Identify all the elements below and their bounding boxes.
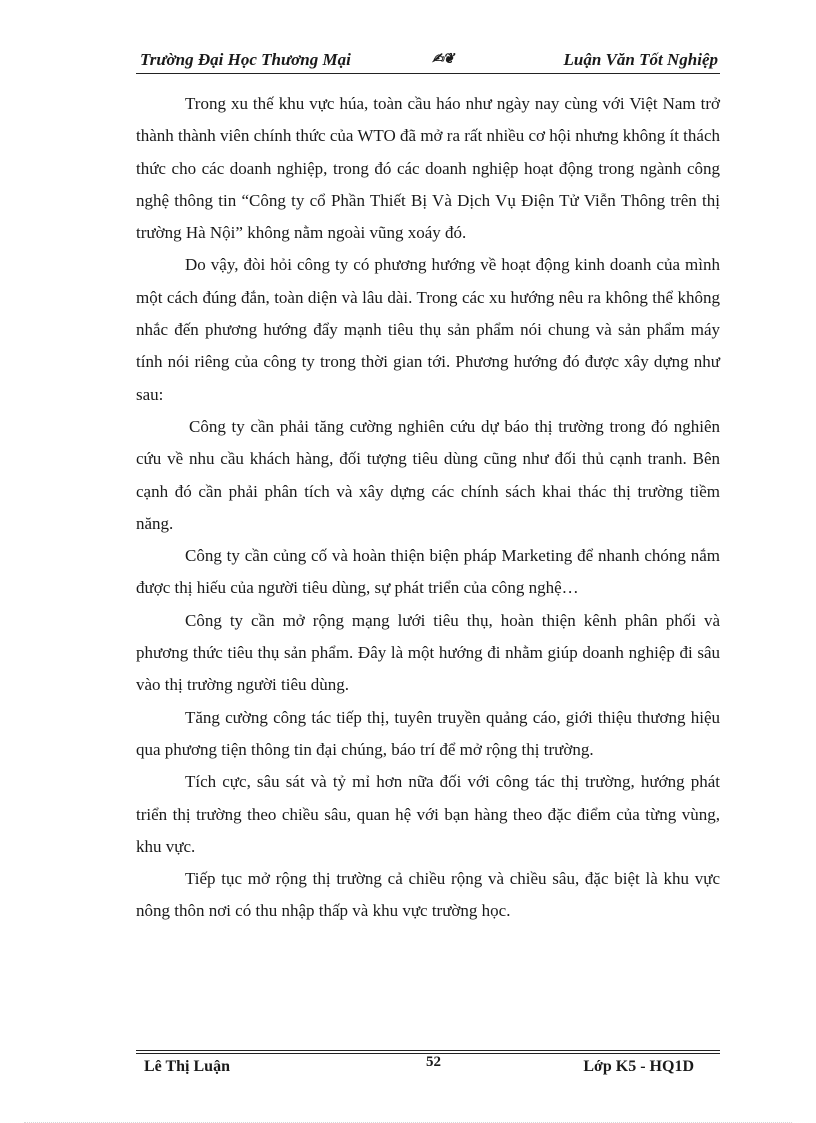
page-header: [136, 46, 720, 72]
header-ornament-icon: ✍︎❦: [432, 52, 454, 67]
footer-rule-top: [136, 1050, 720, 1051]
paragraph-8: Tiếp tục mở rộng thị trường cả chiều rộng và chiều sâu, đặc biệt là khu vực nông thôn nơi có thu nhập thấp và khu vực trường học.: [136, 869, 720, 921]
author-name: Lê Thị Luận: [144, 1058, 230, 1075]
page-number: 52: [426, 1054, 441, 1070]
header-rule: [136, 73, 720, 74]
school-name: Trường Đại Học Thương Mại: [140, 50, 351, 69]
paragraph-7: Tích cực, sâu sát và tỷ mỉ hơn nữa đối với công tác thị trường, hướng phát triển thị trường theo chiều sâu, quan hệ với bạn hàng theo đặc điểm của từng vùng, khu vực.: [136, 772, 720, 856]
paragraph-1: Trong xu thế khu vực húa, toàn cầu háo như ngày nay cùng với Việt Nam trở thành thành viên chính thức của WTO đã mở ra rất nhiều cơ hội nhưng không ít thách thức cho các doanh nghiệp, trong đó các doanh nghiệp hoạt động trong ngành công nghệ thông tin “Công ty cổ Phần Thiết Bị Và Dịch Vụ Điện Tử Viễn Thông trên thị trường Hà Nội” không nằm ngoài vũng xoáy đó.: [136, 94, 720, 243]
class-label: Lớp K5 - HQ1D: [583, 1058, 694, 1075]
body-text: [136, 88, 720, 928]
paragraph-6: Tăng cường công tác tiếp thị, tuyên truyền quảng cáo, giới thiệu thương hiệu qua phương tiện thông tin đại chúng, báo trí để mở rộng thị trường.: [136, 707, 720, 759]
page-footer: [136, 1046, 720, 1086]
paragraph-2: Do vậy, đòi hỏi công ty có phương hướng về hoạt động kinh doanh của mình một cách đúng đắn, toàn diện và lâu dài. Trong các xu hướng nêu ra không thể không nhắc đến phương hướng đẩy mạnh tiêu thụ sản phẩm nói chung và sản phẩm máy tính nói riêng của công ty trong thời gian tới. Phương hướng đó được xây dựng như sau:: [136, 255, 720, 404]
paragraph-4: Công ty cần củng cố và hoàn thiện biện pháp Marketing để nhanh chóng nắm được thị hiếu của người tiêu dùng, sự phát triển của công nghệ…: [136, 546, 720, 598]
paragraph-3: Công ty cần phải tăng cường nghiên cứu dự báo thị trường trong đó nghiên cứu về nhu cầu khách hàng, đối tượng tiêu dùng cũng như đối thủ cạnh tranh. Bên cạnh đó cần phải phân tích và xây dựng các chính sách khai thác thị trường tiềm năng.: [136, 416, 720, 533]
paragraph-5: Công ty cần mở rộng mạng lưới tiêu thụ, hoàn thiện kênh phân phối và phương thức tiêu thụ sản phẩm. Đây là một hướng đi nhằm giúp doanh nghiệp đi sâu vào thị trường người tiêu dùng.: [136, 610, 720, 695]
thesis-label: Luận Văn Tốt Nghiệp: [563, 50, 718, 69]
